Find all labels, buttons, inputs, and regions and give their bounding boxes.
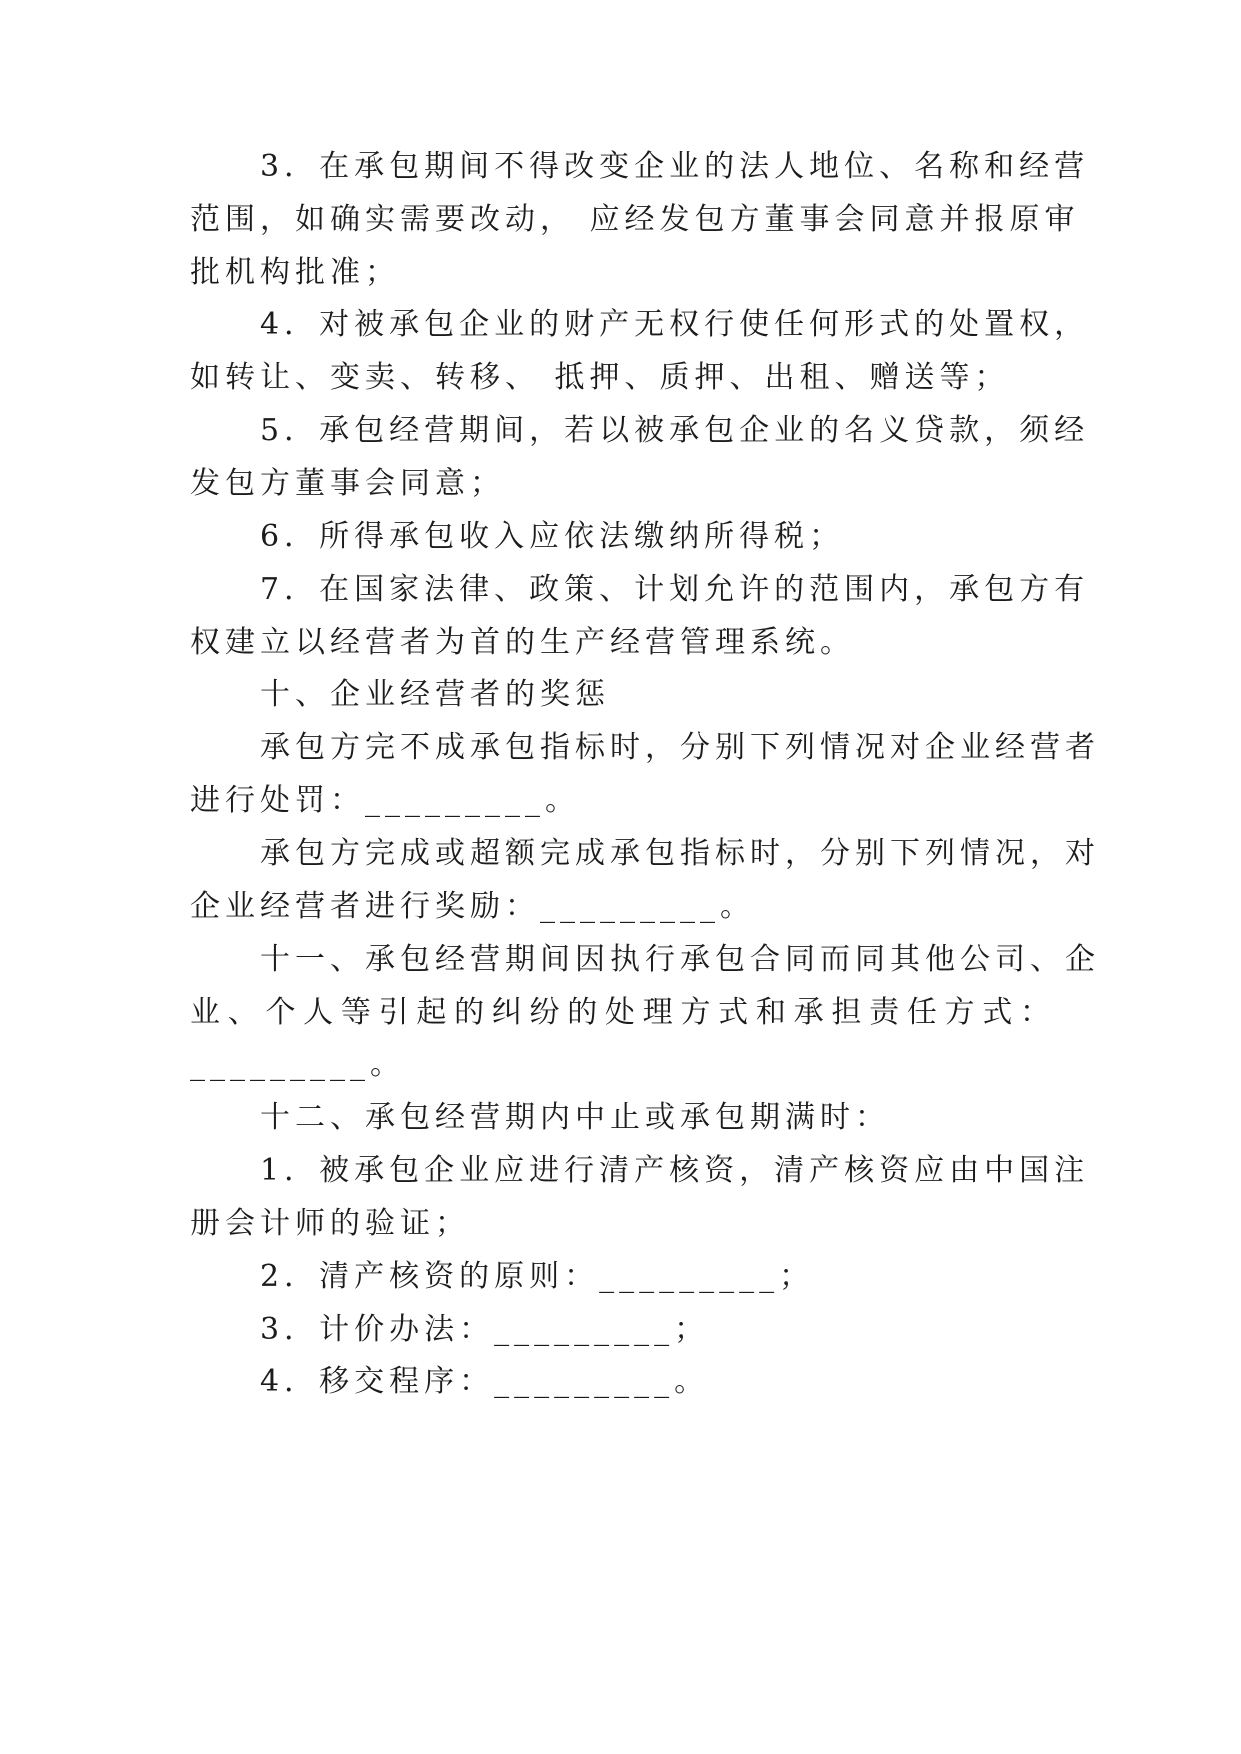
paragraph-line: 进行处罚：_________。 bbox=[190, 783, 580, 818]
paragraph-line: 发包方董事会同意； bbox=[190, 466, 505, 501]
paragraph-line: 2．清产核资的原则：_________； bbox=[190, 1259, 815, 1294]
paragraph-line: 4．移交程序：_________。 bbox=[190, 1364, 710, 1399]
paragraph-line: 承包方完不成承包指标时，分别下列情况对企业经营者 bbox=[190, 730, 1100, 765]
paragraph-line: 权建立以经营者为首的生产经营管理系统。 bbox=[190, 625, 855, 660]
paragraph-line: 企业经营者进行奖励：_________。 bbox=[190, 889, 755, 924]
paragraph-line: 范围，如确实需要改动， 应经发包方董事会同意并报原审 bbox=[190, 202, 1080, 237]
paragraph-line: 十一、承包经营期间因执行承包合同而同其他公司、企 bbox=[190, 942, 1100, 977]
paragraph-line: 批机构批准； bbox=[190, 255, 400, 290]
paragraph-line: 承包方完成或超额完成承包指标时，分别下列情况，对 bbox=[190, 836, 1100, 871]
paragraph-line: 6．所得承包收入应依法缴纳所得税； bbox=[190, 519, 845, 554]
paragraph-line: 3．计价办法：_________； bbox=[190, 1312, 710, 1347]
paragraph-line: _________。 bbox=[190, 1047, 405, 1082]
paragraph-line: 5．承包经营期间，若以被承包企业的名义贷款，须经 bbox=[190, 413, 1090, 448]
paragraph-line: 册会计师的验证； bbox=[190, 1206, 470, 1241]
paragraph-line: 4．对被承包企业的财产无权行使任何形式的处置权， bbox=[190, 307, 1090, 342]
section-heading: 十、企业经营者的奖惩 bbox=[190, 677, 610, 712]
paragraph-line: 如转让、变卖、转移、 抵押、质押、出租、赠送等； bbox=[190, 360, 1010, 395]
paragraph-line: 7．在国家法律、政策、计划允许的范围内，承包方有 bbox=[190, 572, 1090, 607]
paragraph-line: 1．被承包企业应进行清产核资，清产核资应由中国注 bbox=[190, 1153, 1090, 1188]
paragraph-line: 3．在承包期间不得改变企业的法人地位、名称和经营 bbox=[190, 149, 1090, 184]
paragraph-line: 业、个人等引起的纠纷的处理方式和承担责任方式： bbox=[190, 995, 1050, 1030]
section-heading: 十二、承包经营期内中止或承包期满时： bbox=[190, 1100, 890, 1135]
